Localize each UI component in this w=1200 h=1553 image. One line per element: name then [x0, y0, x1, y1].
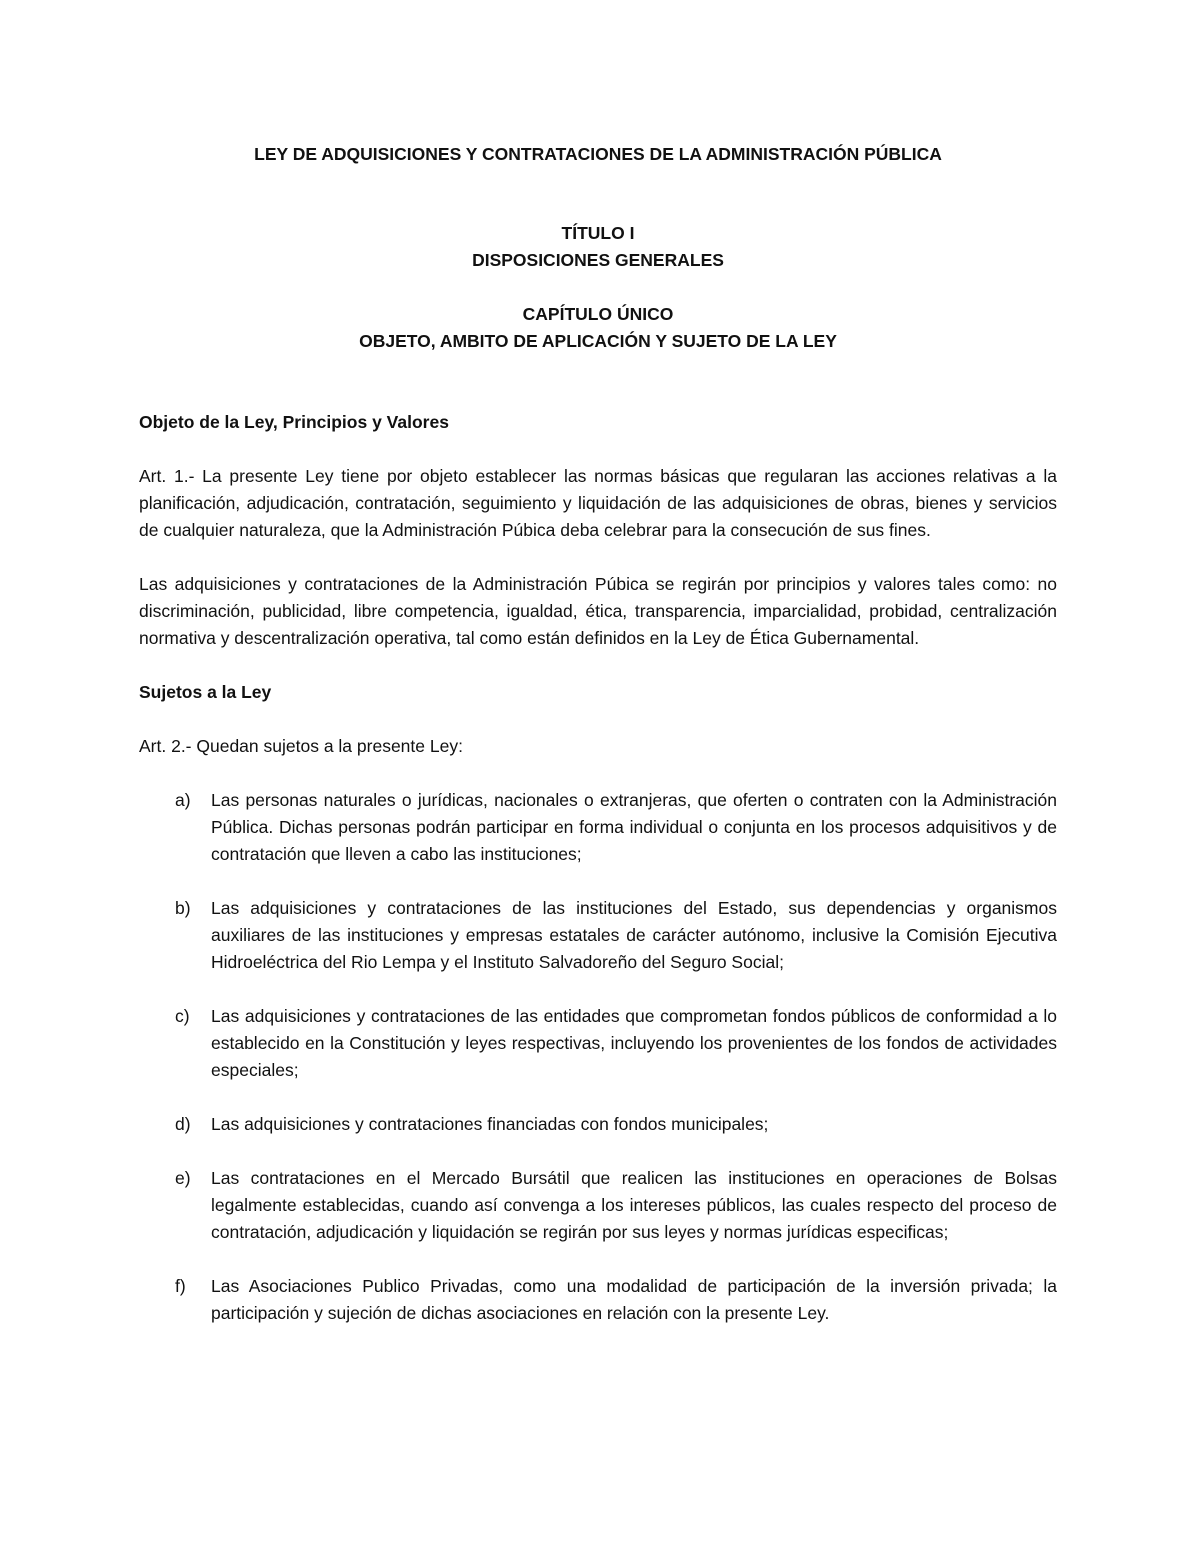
list-item [139, 895, 1057, 976]
capitulo-name: OBJETO, AMBITO DE APLICACIÓN Y SUJETO DE LA LEY [359, 331, 837, 351]
list-item [139, 1003, 1057, 1084]
list-item-marker: c) [175, 1006, 190, 1026]
list-item-text: Las Asociaciones Publico Privadas, como una modalidad de participación de la inversión privada; la participación y sujeción de dichas asociaciones en relación con la presente Ley. [211, 1276, 1057, 1323]
section-heading-sujetos: Sujetos a la Ley [139, 682, 272, 702]
subjects-list [139, 787, 1057, 1327]
list-item-marker: a) [175, 790, 191, 810]
list-item-text: Las contrataciones en el Mercado Bursátil que realicen las instituciones en operaciones de Bolsas legalmente establecidas, cuando así convenga a los intereses públicos, las cuales respecto del proceso de contratación, adjudicación y liquidación se regirán por sus leyes y normas jurídicas especificas; [211, 1168, 1057, 1242]
list-item-text: Las adquisiciones y contrataciones financiadas con fondos municipales; [211, 1114, 769, 1134]
list-item [139, 1165, 1057, 1246]
titulo-name: DISPOSICIONES GENERALES [472, 250, 724, 270]
list-item-marker: d) [175, 1114, 191, 1134]
article-2: Art. 2.- Quedan sujetos a la presente Ley: [139, 736, 463, 756]
list-item-marker: e) [175, 1168, 191, 1188]
list-item-text: Las adquisiciones y contrataciones de las entidades que comprometan fondos públicos de conformidad a lo establecido en la Constitución y leyes respectivas, incluyendo los provenientes de los fondos de actividades especiales; [211, 1006, 1057, 1080]
principles-paragraph: Las adquisiciones y contrataciones de la Administración Púbica se regirán por principios y valores tales como: no discriminación, publicidad, libre competencia, igualdad, ética, transparencia, imparcialidad, probidad, centralización normativa y descentralización operativa, tal como están definidos en la Ley de Ética Gubernamental. [139, 574, 1057, 648]
list-item [139, 787, 1057, 868]
article-1: Art. 1.- La presente Ley tiene por objeto establecer las normas básicas que regularan las acciones relativas a la planificación, adjudicación, contratación, seguimiento y liquidación de las adquisiciones de obras, bienes y servicios de cualquier naturaleza, que la Administración Púbica deba celebrar para la consecución de sus fines. [139, 466, 1057, 540]
titulo-label: TÍTULO I [561, 223, 635, 243]
law-title: LEY DE ADQUISICIONES Y CONTRATACIONES DE LA ADMINISTRACIÓN PÚBLICA [254, 144, 942, 164]
list-item-marker: b) [175, 898, 191, 918]
titulo-heading [139, 220, 1057, 274]
list-item-text: Las adquisiciones y contrataciones de las instituciones del Estado, sus dependencias y organismos auxiliares de las instituciones y empresas estatales de carácter autónomo, inclusive la Comisión Ejecutiva Hidroeléctrica del Rio Lempa y el Instituto Salvadoreño del Seguro Social; [211, 898, 1057, 972]
section-heading-objeto: Objeto de la Ley, Principios y Valores [139, 412, 449, 432]
document-body [139, 141, 1057, 1354]
capitulo-heading [139, 301, 1057, 355]
list-item-marker: f) [175, 1276, 186, 1296]
capitulo-label: CAPÍTULO ÚNICO [522, 304, 674, 324]
list-item [139, 1273, 1057, 1327]
list-item-text: Las personas naturales o jurídicas, nacionales o extranjeras, que oferten o contraten con la Administración Pública. Dichas personas podrán participar en forma individual o conjunta en los procesos adquisitivos y de contratación que lleven a cabo las instituciones; [211, 790, 1057, 864]
list-item [139, 1111, 1057, 1138]
